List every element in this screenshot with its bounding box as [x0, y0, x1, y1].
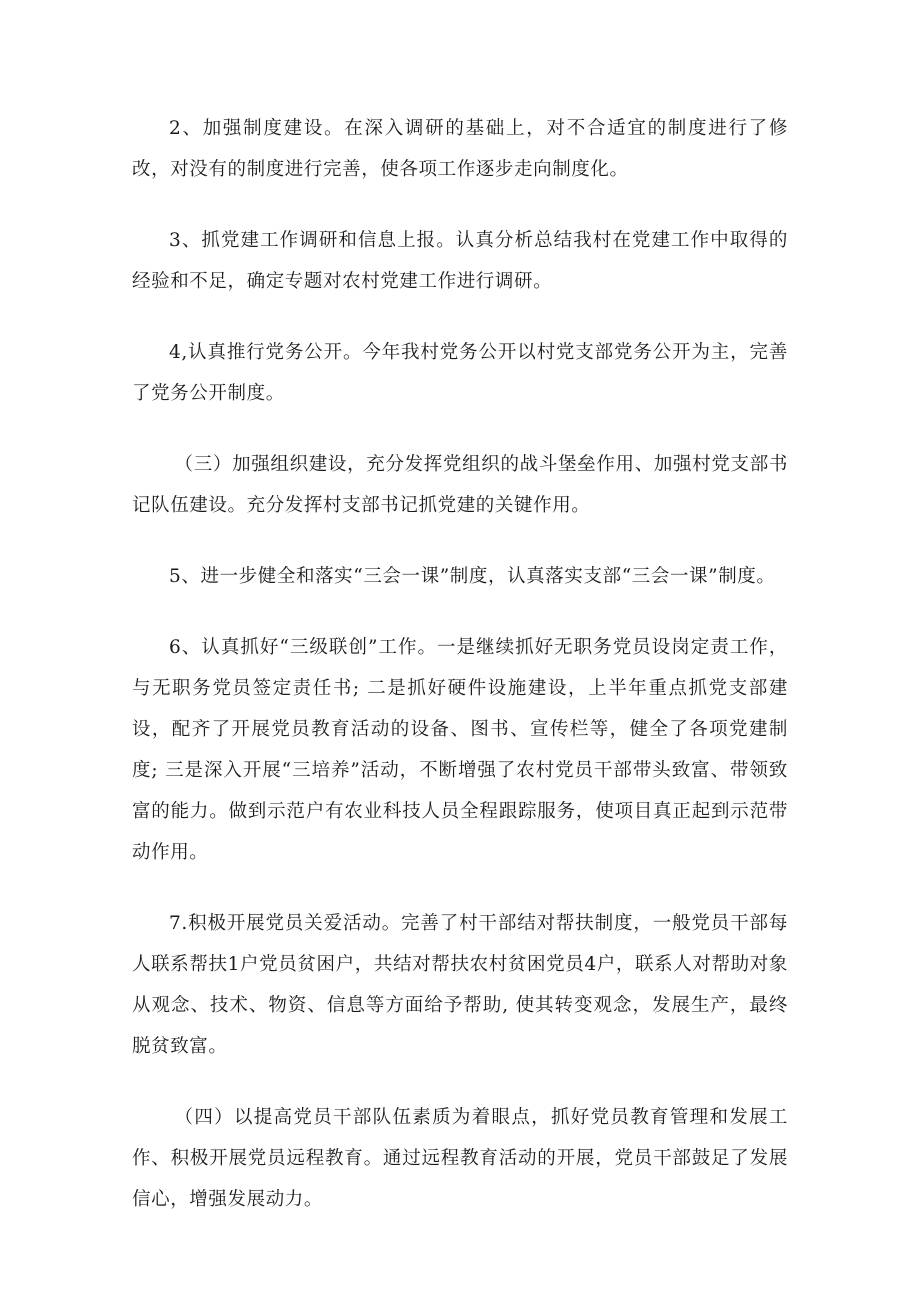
paragraph-item-6: 6、认真抓好“三级联创”工作。一是继续抓好无职务党员设岗定责工作，与无职务党员签定责任书; 二是抓好硬件设施建设，上半年重点抓党支部建设，配齐了开展党员教育活动的设备、图书、宣传栏等，健全了各项党建制度; 三是深入开展“三培养”活动，不断增强了农村党员干部带头致富、带领致富的能力。做到示范户有农业科技人员全程跟踪服务，使项目真正起到示范带动作用。 — [132, 637, 788, 863]
section-heading-4: （四）以提高党员干部队伍素质为着眼点，抓好党员教育管理和发展工作、积极开展党员远程教育。通过远程教育活动的开展，党员干部鼓足了发展信心，增强发展动力。 — [132, 1107, 788, 1210]
paragraph-item-7: 7.积极开展党员关爱活动。完善了村干部结对帮扶制度，一般党员干部每人联系帮扶1户党员贫困户，共结对帮扶农村贫困党员4户，联系人对帮助对象从观念、技术、物资、信息等方面给予帮助, 使其转变观念，发展生产，最终脱贫致富。 — [132, 913, 788, 1057]
paragraph-item-2: 2、加强制度建设。在深入调研的基础上，对不合适宜的制度进行了修改，对没有的制度进行完善，使各项工作逐步走向制度化。 — [132, 118, 788, 180]
paragraph-item-4: 4,认真推行党务公开。今年我村党务公开以村党支部党务公开为主，完善了党务公开制度。 — [132, 342, 788, 404]
paragraph-item-3: 3、抓党建工作调研和信息上报。认真分析总结我村在党建工作中取得的经验和不足，确定专题对农村党建工作进行调研。 — [132, 230, 788, 292]
paragraph-item-5: 5、进一步健全和落实“三会一课”制度，认真落实支部“三会一课”制度。 — [169, 566, 776, 587]
section-heading-3: （三）加强组织建设，充分发挥党组织的战斗堡垒作用、加强村党支部书记队伍建设。充分发挥村支部书记抓党建的关键作用。 — [132, 454, 788, 516]
